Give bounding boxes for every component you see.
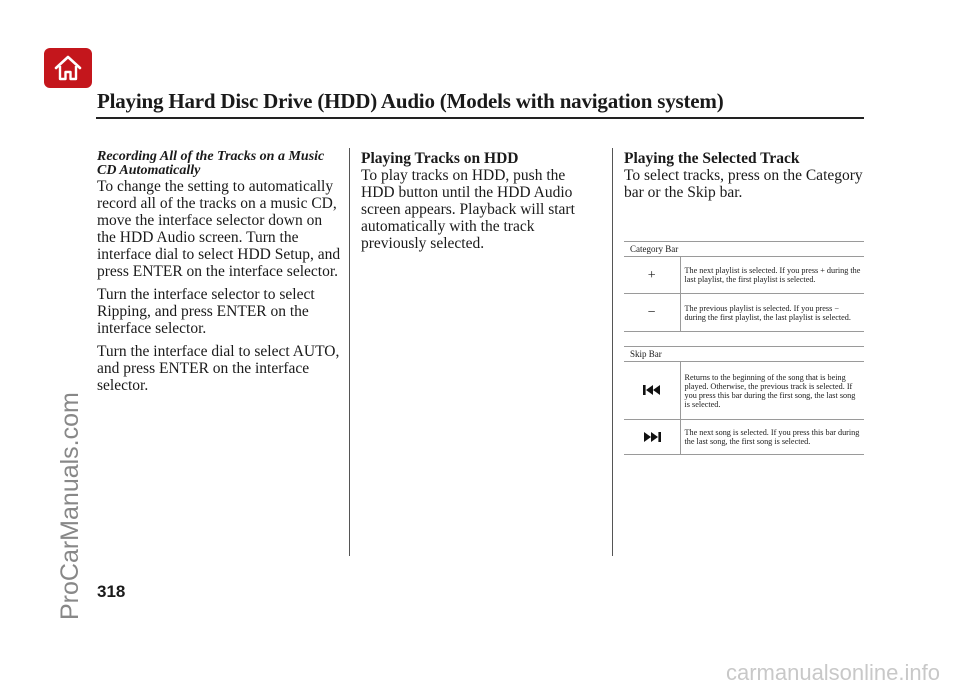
page-number: 318 — [97, 582, 126, 601]
category-bar-table — [624, 241, 864, 332]
recording-paragraph-3: Turn the interface dial to select AUTO, and press ENTER on the interface selector. — [97, 343, 340, 394]
left-column — [97, 150, 342, 400]
skip-forward-icon — [642, 431, 662, 443]
skip-bar-table — [624, 346, 864, 455]
home-icon — [53, 54, 83, 82]
bottom-watermark: carmanualsonline.info — [725, 660, 940, 685]
page-title: Playing Hard Disc Drive (HDD) Audio (Models with navigation system) — [97, 89, 724, 113]
right-column — [624, 150, 869, 207]
minus-symbol: − — [624, 294, 680, 332]
minus-description: The previous playlist is selected. If you press − during the first playlist, the last playlist is selected. — [680, 294, 864, 332]
plus-description: The next playlist is selected. If you press + during the last playlist, the first playlist is selected. — [680, 257, 864, 294]
skip-bar-caption: Skip Bar — [624, 347, 864, 362]
playing-tracks-paragraph: To play tracks on HDD, push the HDD button until the HDD Audio screen appears. Playback will start automatically with the track previously selected. — [361, 167, 575, 252]
playing-tracks-heading: Playing Tracks on HDD — [361, 150, 519, 167]
recording-subheading: Recording All of the Tracks on a Music CD Automatically — [97, 149, 325, 178]
plus-symbol: + — [624, 257, 680, 294]
category-bar-caption: Category Bar — [624, 242, 864, 257]
side-watermark: ProCarManuals.com — [56, 392, 84, 620]
header-divider — [96, 117, 864, 119]
recording-paragraph-2: Turn the interface selector to select Ripping, and press ENTER on the interface selector. — [97, 286, 315, 337]
skip-back-description: Returns to the beginning of the song that is being played. Otherwise, the previous track is selected. If you press this bar during the first song, the last song is selected. — [680, 362, 864, 420]
skip-forward-cell — [624, 420, 680, 455]
selected-track-paragraph: To select tracks, press on the Category bar or the Skip bar. — [624, 167, 863, 201]
selected-track-heading: Playing the Selected Track — [624, 150, 800, 167]
column-divider-1 — [349, 148, 350, 556]
column-divider-2 — [612, 148, 613, 556]
skip-back-cell — [624, 362, 680, 420]
recording-paragraph-1: To change the setting to automatically record all of the tracks on a music CD, move the interface selector down on the HDD Audio screen. Turn the interface dial to select HDD Setup, and press ENTER on the interface selector. — [97, 178, 341, 280]
skip-back-icon — [642, 384, 662, 396]
home-button[interactable] — [44, 48, 92, 88]
skip-forward-description: The next song is selected. If you press this bar during the last song, the first song is selected. — [680, 420, 864, 455]
middle-column — [361, 150, 601, 258]
